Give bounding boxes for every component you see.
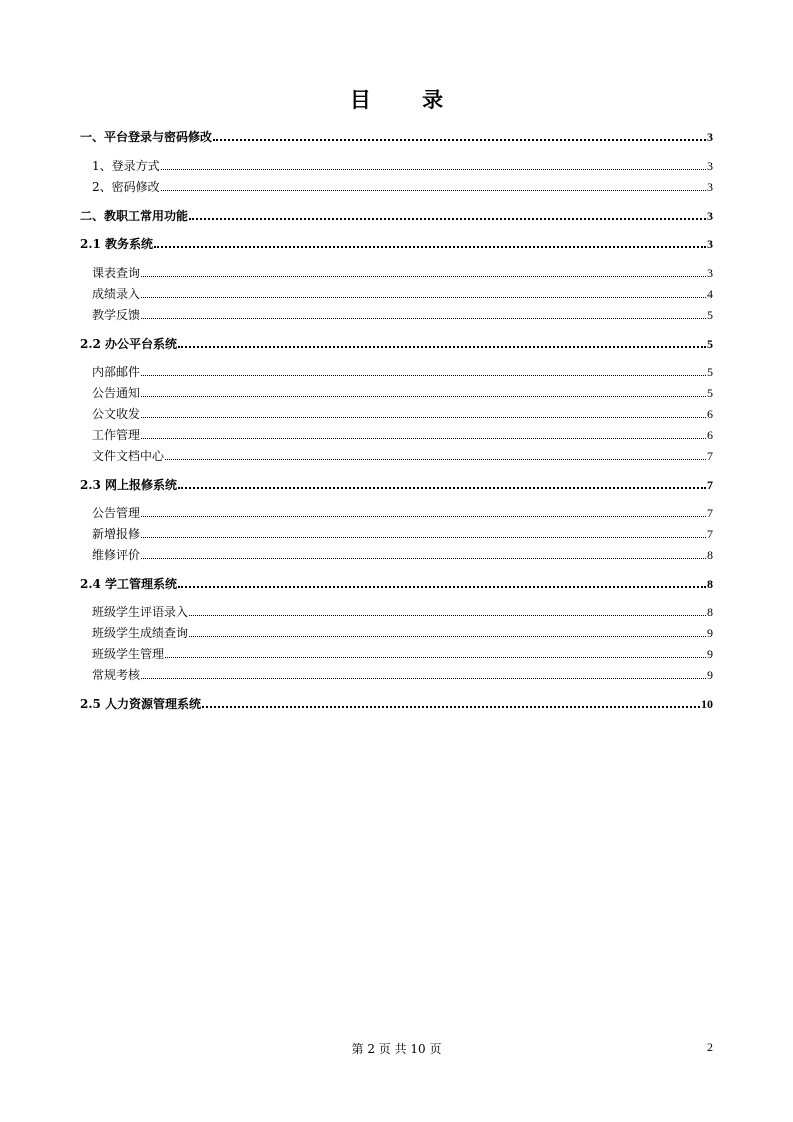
toc-leader-dots	[165, 459, 706, 460]
toc-entry-page: 3	[707, 266, 713, 280]
toc-entry-page: 9	[707, 626, 713, 640]
toc-entry[interactable]	[92, 262, 713, 280]
toc-entry-page: 8	[707, 548, 713, 562]
toc-entry-page: 4	[707, 287, 713, 301]
toc-entry[interactable]	[80, 573, 713, 591]
toc-entry-label: 2.3 网上报修系统	[80, 478, 178, 492]
toc-entry-page: 5	[707, 365, 713, 379]
toc-entry[interactable]	[92, 544, 713, 562]
toc-entry-page: 3	[707, 130, 713, 144]
toc-entry-page: 9	[707, 647, 713, 661]
toc-entry[interactable]	[92, 664, 713, 682]
toc-leader-dots	[154, 246, 706, 248]
toc-entry-page: 6	[707, 428, 713, 442]
toc-leader-dots	[178, 487, 706, 489]
toc-entry-label: 文件文档中心	[92, 449, 165, 463]
toc-leader-dots	[189, 615, 706, 616]
toc-entry-page: 5	[707, 386, 713, 400]
toc-entry-label: 公文收发	[92, 407, 141, 421]
toc-entry[interactable]	[80, 205, 713, 223]
toc-entry-page: 3	[707, 159, 713, 173]
toc-entry[interactable]	[92, 403, 713, 421]
toc-entry[interactable]	[80, 126, 713, 144]
toc-entry-label: 内部邮件	[92, 365, 141, 379]
toc-entry[interactable]	[80, 693, 713, 711]
toc-entry-label: 公告管理	[92, 506, 141, 520]
toc-entry-page: 3	[707, 209, 713, 223]
toc-leader-dots	[141, 678, 706, 679]
toc-entry-page: 7	[707, 527, 713, 541]
toc-leader-dots	[141, 438, 706, 439]
toc-entry-page: 6	[707, 407, 713, 421]
toc-entry-page: 3	[707, 237, 713, 251]
toc-entry[interactable]	[92, 283, 713, 301]
toc-entry-page: 8	[707, 577, 713, 591]
toc-entry-label: 2.2 办公平台系统	[80, 337, 178, 351]
toc-entry[interactable]	[92, 523, 713, 541]
toc-entry[interactable]	[92, 176, 713, 194]
toc-leader-dots	[165, 657, 706, 658]
toc-entry[interactable]	[80, 233, 713, 251]
toc-entry-page: 10	[701, 697, 713, 711]
footer-page-number: 2	[707, 1040, 713, 1054]
toc-entry[interactable]	[92, 304, 713, 322]
toc-leader-dots	[178, 346, 706, 348]
toc-entry-label: 二、教职工常用功能	[80, 209, 189, 223]
toc-entry[interactable]	[92, 361, 713, 379]
toc-entry[interactable]	[92, 643, 713, 661]
toc-leader-dots	[178, 586, 706, 588]
toc-entry-label: 课表查询	[92, 266, 141, 280]
toc-entry-page: 5	[707, 308, 713, 322]
toc-leader-dots	[141, 417, 706, 418]
toc-entry[interactable]	[92, 502, 713, 520]
toc-entry-label: 2、密码修改	[92, 180, 160, 194]
footer-page-info: 第 2 页 共 10 页	[351, 1042, 442, 1056]
toc-entry-page: 3	[707, 180, 713, 194]
toc-entry[interactable]	[92, 445, 713, 463]
toc-entry-label: 成绩录入	[92, 287, 141, 301]
toc-entry[interactable]	[80, 474, 713, 492]
toc-leader-dots	[141, 276, 706, 277]
toc-entry-label: 2.5 人力资源管理系统	[80, 697, 202, 711]
toc-entry-label: 工作管理	[92, 428, 141, 442]
toc-leader-dots	[141, 318, 706, 319]
toc-entry-label: 2.1 教务系统	[80, 237, 154, 251]
toc-entry-label: 班级学生评语录入	[92, 605, 189, 619]
toc-entry-page: 5	[707, 337, 713, 351]
toc-entry-label: 一、平台登录与密码修改	[80, 130, 213, 144]
toc-entry[interactable]	[92, 382, 713, 400]
toc-leader-dots	[141, 297, 706, 298]
toc-entry[interactable]	[92, 424, 713, 442]
toc-entry-label: 公告通知	[92, 386, 141, 400]
toc-entry-label: 班级学生管理	[92, 647, 165, 661]
toc-title: 目 录	[349, 87, 466, 112]
toc-leader-dots	[202, 706, 700, 708]
toc-entry-label: 1、登录方式	[92, 159, 160, 173]
toc-entry-page: 8	[707, 605, 713, 619]
toc-entry-label: 2.4 学工管理系统	[80, 577, 178, 591]
toc-entry[interactable]	[92, 155, 713, 173]
toc-leader-dots	[189, 218, 706, 220]
toc-leader-dots	[161, 169, 706, 170]
toc-entry-page: 9	[707, 668, 713, 682]
toc-entry-page: 7	[707, 506, 713, 520]
toc-entry[interactable]	[80, 333, 713, 351]
toc-entry-page: 7	[707, 449, 713, 463]
toc-entry-page: 7	[707, 478, 713, 492]
toc-entry-label: 教学反馈	[92, 308, 141, 322]
toc-leader-dots	[161, 190, 706, 191]
toc-leader-dots	[141, 375, 706, 376]
toc-entry-label: 维修评价	[92, 548, 141, 562]
toc-entry-label: 班级学生成绩查询	[92, 626, 189, 640]
toc-leader-dots	[189, 636, 706, 637]
toc-leader-dots	[141, 516, 706, 517]
toc-entry-label: 新增报修	[92, 527, 141, 541]
toc-leader-dots	[141, 537, 706, 538]
toc-leader-dots	[141, 396, 706, 397]
toc-leader-dots	[213, 139, 706, 141]
toc-entry-label: 常规考核	[92, 668, 141, 682]
toc-entry[interactable]	[92, 622, 713, 640]
toc-leader-dots	[141, 558, 706, 559]
toc-entry[interactable]	[92, 601, 713, 619]
